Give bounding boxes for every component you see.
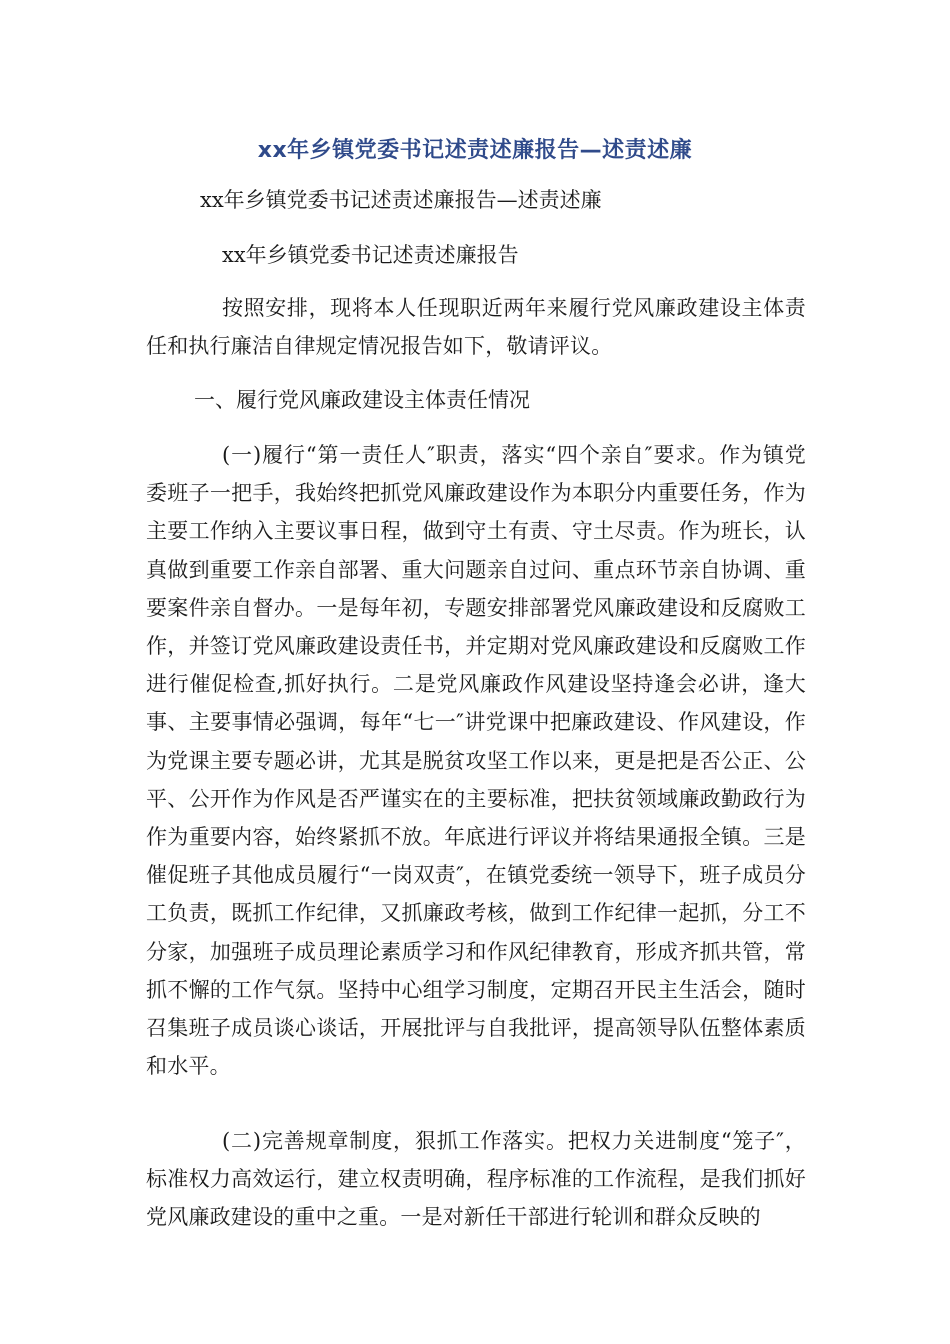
document-title: xx年乡镇党委书记述责述廉报告—述责述廉	[257, 138, 693, 163]
paragraph-1: (一)履行“第一责任人″职责，落实“四个亲自″要求。作为镇党委班子一把手，我始终把抓党风廉政建设作为本职分内重要任务，作为主要工作纳入主要议事日程，做到守土有责、守土尽责。作为班长，认真做到重要工作亲自部署、重大问题亲自过问、重点环节亲自协调、重要案件亲自督办。一是每年初，专题安排部署党风廉政建设和反腐败工作，并签订党风廉政建设责任书，并定期对党风廉政建设和反腐败工作进行催促检查,抓好执行。二是党风廉政作风建设坚持逢会必讲，逢大事、主要事情必强调，每年“七一″讲党课中把廉政建设、作风建设，作为党课主要专题必讲，尤其是脱贫攻坚工作以来，更是把是否公正、公平、公开作为作风是否严谨实在的主要标准，把扶贫领域廉政勤政行为作为重要内容，始终紧抓不放。年底进行评议并将结果通报全镇。三是催促班子其他成员履行“一岗双责″，在镇党委统一领导下，班子成员分工负责，既抓工作纪律，又抓廉政考核，做到工作纪律一起抓，分工不分家，加强班子成员理论素质学习和作风纪律教育，形成齐抓共管，常抓不懈的工作气氛。坚持中心组学习制度，定期召开民主生活会，随时召集班子成员谈心谈话，开展批评与自我批评，提高领导队伍整体素质和水平。	[146, 443, 806, 1079]
subtitle-full: xx年乡镇党委书记述责述廉报告—述责述廉	[200, 188, 602, 212]
section-heading-1: 一、履行党风廉政建设主体责任情况	[194, 388, 530, 412]
paragraph-2: (二)完善规章制度，狠抓工作落实。把权力关进制度“笼子″，标准权力高效运行，建立权责明确，程序标准的工作流程，是我们抓好党风廉政建设的重中之重。一是对新任干部进行轮训和群众反映的	[146, 1129, 806, 1230]
subtitle-report: xx年乡镇党委书记述责述廉报告	[222, 243, 519, 267]
intro-paragraph: 按照安排，现将本人任现职近两年来履行党风廉政建设主体责任和执行廉洁自律规定情况报告如下，敬请评议。	[146, 296, 806, 359]
